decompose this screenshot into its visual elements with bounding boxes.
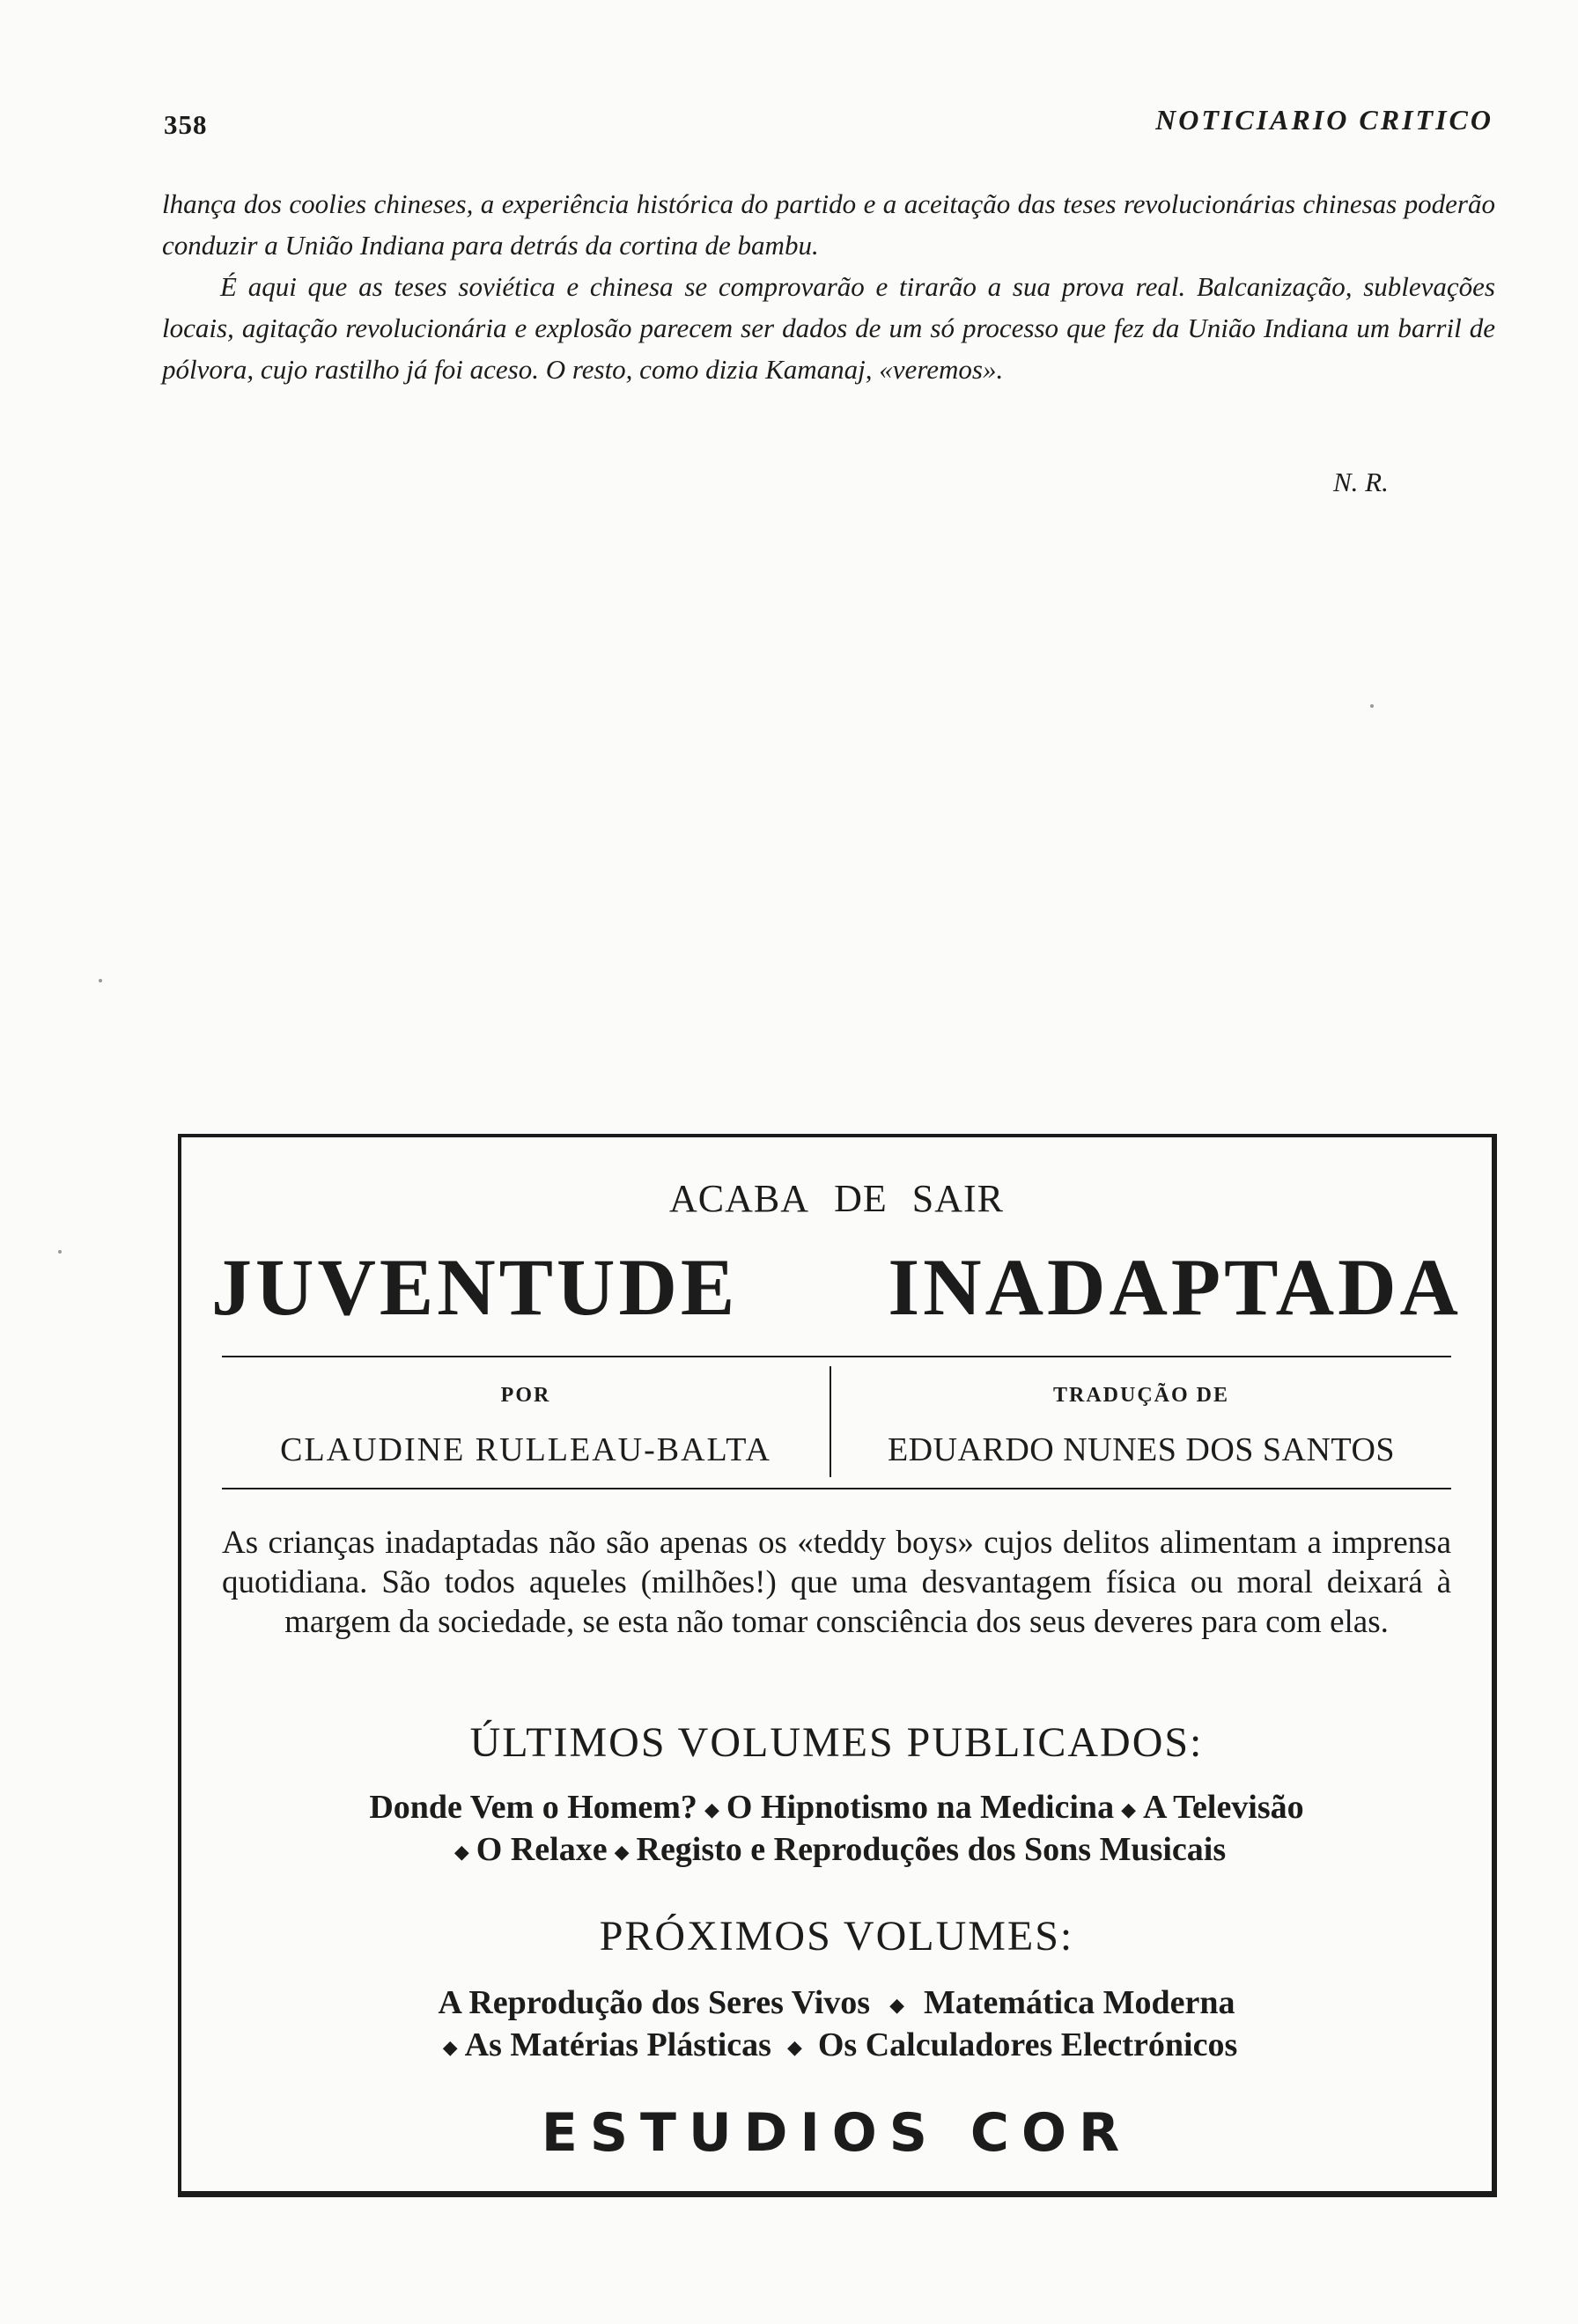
publisher-name: ESTUDIOS COR <box>541 2102 1132 2164</box>
volume-title: A Reprodução dos Seres Vivos <box>438 1984 871 2021</box>
translator-credit <box>831 1366 1451 1477</box>
author-signature: N. R. <box>1333 467 1389 497</box>
paper-speck <box>99 979 102 982</box>
diamond-bullet-icon: ◆ <box>704 1798 719 1821</box>
kicker-word: SAIR <box>911 1177 1004 1220</box>
author-label: POR <box>500 1384 551 1407</box>
article-paragraph: lhança dos coolies chineses, a experiência histórica do partido e a aceitação das teses revolucionárias chinesas poderão conduzir a União Indiana para detrás da cortina de bambu. <box>162 188 1495 261</box>
diamond-bullet-icon: ◆ <box>786 2036 802 2059</box>
volume-title: Donde Vem o Homem? <box>369 1789 697 1826</box>
article-body <box>162 183 1495 390</box>
book-advertisement <box>178 1134 1497 2197</box>
diamond-bullet-icon: ◆ <box>889 1994 904 2017</box>
kicker-word: ACABA <box>669 1177 810 1220</box>
volume-title: Os Calculadores Electrónicos <box>817 2026 1238 2063</box>
volume-title: O Relaxe <box>476 1831 608 1868</box>
book-title-word: JUVENTUDE <box>211 1242 739 1332</box>
diamond-bullet-icon: ◆ <box>1121 1798 1136 1821</box>
volume-title: Registo e Reproduções dos Sons Musicais <box>636 1831 1227 1868</box>
article-paragraph: É aqui que as teses soviética e chinesa se comprovarão e tirarão a sua prova real. Balcanização, sublevações locais, agitação revolucionária e explosão parecem ser dados de um só processo que fez da União Indiana um barril de pólvora, cujo rastilho já foi aceso. O resto, como dizia Kamanaj, «veremos». <box>162 271 1495 385</box>
book-blurb: As crianças inadaptadas não são apenas os «teddy boys» cujos delitos alimentam a imprensa quotidiana. São todos aqueles (milhões!) que uma desvantagem física ou moral deixará à margem da sociedade, se esta não tomar consciência dos seus deveres para com elas. <box>222 1525 1451 1640</box>
book-title <box>211 1243 1462 1331</box>
volume-title: O Hipnotismo na Medicina <box>726 1789 1115 1826</box>
upcoming-heading: PRÓXIMOS VOLUMES: <box>599 1913 1074 1960</box>
translator-name: EDUARDO NUNES DOS SANTOS <box>887 1431 1396 1468</box>
paper-speck <box>1370 704 1374 708</box>
translator-label: TRADUÇÃO DE <box>1052 1384 1229 1407</box>
page-number: 358 <box>164 109 208 140</box>
published-heading: ÚLTIMOS VOLUMES PUBLICADOS: <box>469 1719 1204 1766</box>
diamond-bullet-icon: ◆ <box>453 1841 469 1864</box>
book-title-word: INADAPTADA <box>888 1242 1462 1332</box>
paper-speck <box>58 1250 62 1254</box>
author-credit <box>222 1366 830 1477</box>
volume-line <box>222 1787 1451 1830</box>
diamond-bullet-icon: ◆ <box>442 2036 458 2059</box>
running-head: NOTICIARIO CRITICO <box>1155 104 1493 136</box>
author-name: CLAUDINE RULLEAU-BALTA <box>280 1431 771 1468</box>
divider-rule <box>222 1356 1451 1357</box>
volume-title: Matemática Moderna <box>923 1984 1235 2021</box>
volume-line <box>222 1982 1451 2026</box>
kicker-word: DE <box>834 1177 888 1220</box>
volume-line <box>222 2025 1451 2068</box>
volume-line <box>222 1829 1451 1872</box>
ad-kicker <box>181 1176 1492 1221</box>
diamond-bullet-icon: ◆ <box>614 1841 630 1864</box>
volume-title: A Televisão <box>1143 1789 1304 1826</box>
volume-title: As Matérias Plásticas <box>464 2026 771 2063</box>
divider-rule <box>222 1488 1451 1489</box>
credits-block <box>222 1366 1451 1477</box>
